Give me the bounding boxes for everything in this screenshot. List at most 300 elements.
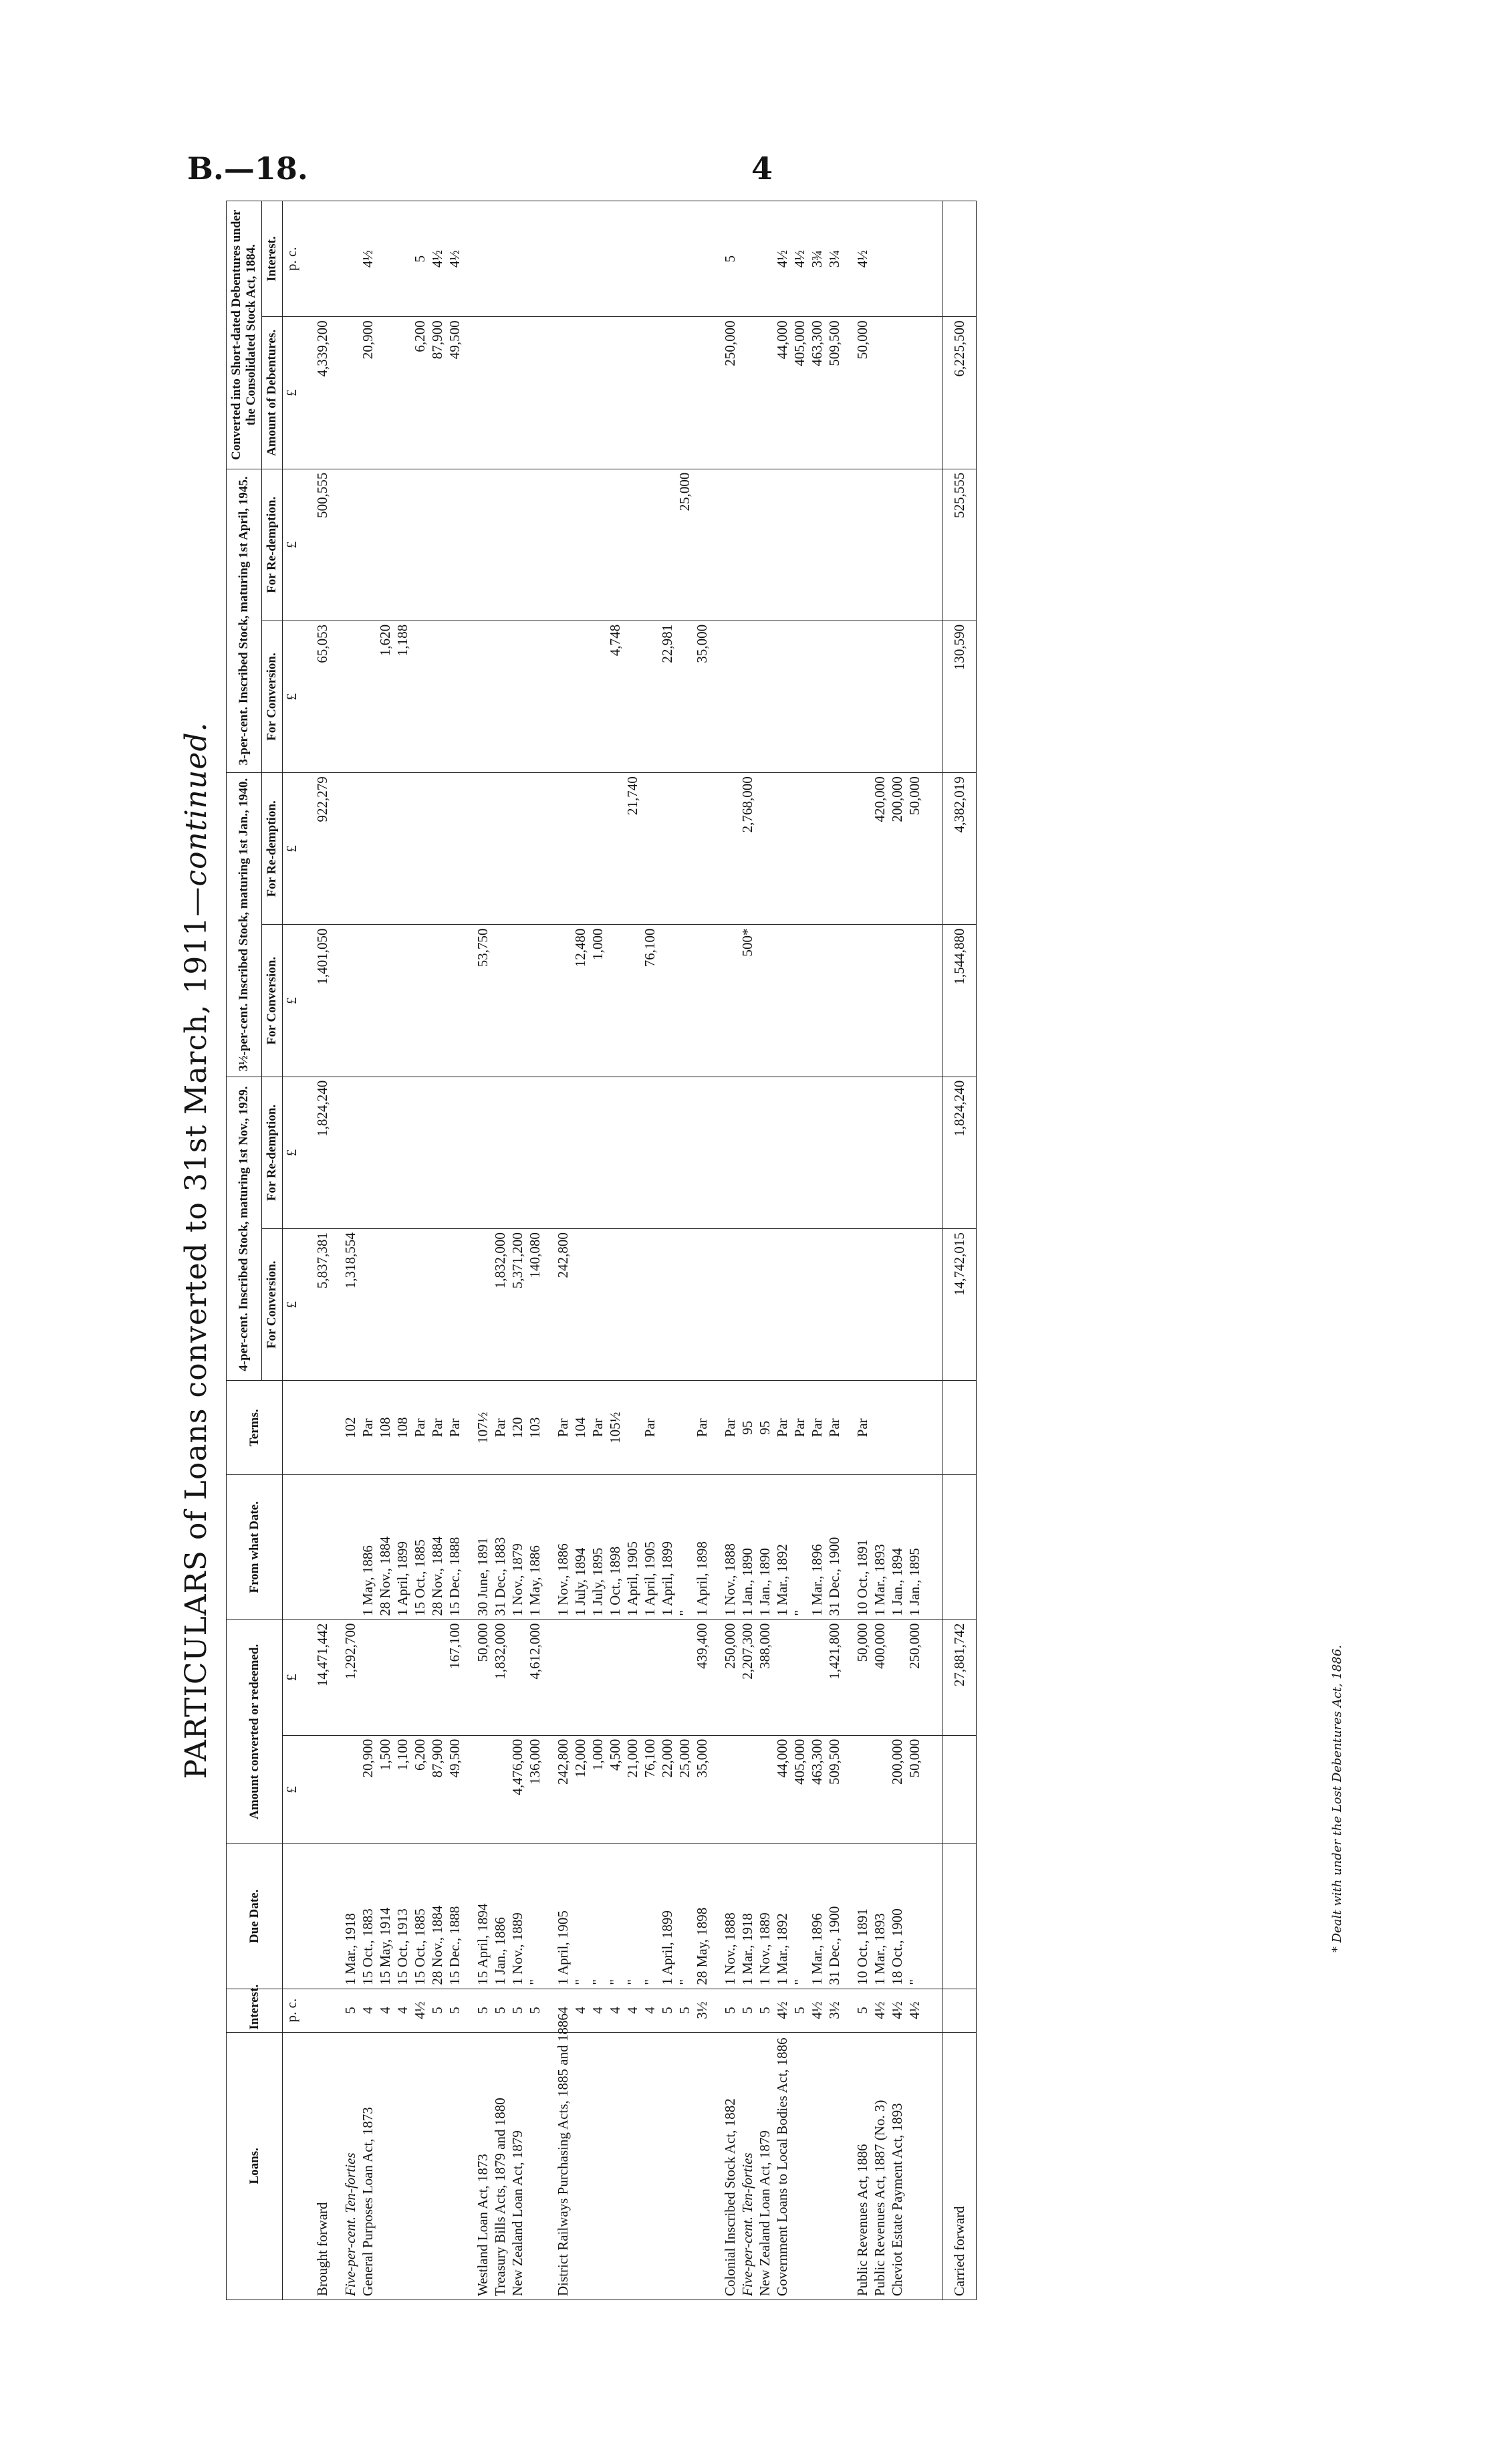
cell-c35 (756, 925, 773, 1077)
cell-sd-amt (463, 317, 491, 469)
cell-c3 (359, 621, 376, 772)
cell-amt-a: 20,900 (359, 1735, 376, 1843)
cell-c3 (711, 621, 739, 772)
cell-r4 (589, 1077, 606, 1228)
cell-interest: 5 (463, 1989, 491, 2032)
cell-from: 31 Dec., 1883 (491, 1475, 509, 1619)
cell-c3 (791, 621, 808, 772)
cell-from: 1 Mar., 1893 (871, 1475, 888, 1619)
cell-from: 15 Dec., 1888 (446, 1475, 463, 1619)
cell-c4 (624, 1229, 641, 1381)
cell-due: 1 Nov., 1889 (756, 1844, 773, 1989)
cell-c3 (641, 621, 658, 772)
cell-from: 1 Jan., 1894 (888, 1475, 906, 1619)
cell-c4 (428, 1229, 446, 1381)
cell-amt-a (739, 1735, 756, 1843)
cell-amt-b: 2,207,300 (739, 1619, 756, 1735)
table-row (871, 201, 888, 2300)
cell-sd-int (589, 201, 606, 317)
cell-sd-int (871, 201, 888, 317)
cell-loan: Five-per-cent. Ten-forties (331, 2032, 359, 2300)
cell-c35 (906, 925, 943, 1077)
cell-c4 (739, 1229, 756, 1381)
cell-sd-amt (376, 317, 394, 469)
cell-due: " (606, 1844, 624, 1989)
cell-r35 (711, 773, 739, 925)
cell-c4 (756, 1229, 773, 1381)
cell-r4 (428, 1077, 446, 1228)
cell-loan: Treasury Bills Acts, 1879 and 1880 (491, 2032, 509, 2300)
unit-pound: £ (283, 773, 301, 925)
cell-loan: Brought forward (300, 2032, 331, 2300)
cell-c3: 4,748 (606, 621, 624, 772)
cell-due: 1 April, 1899 (658, 1844, 676, 1989)
cell-r3 (331, 469, 359, 621)
cell-r35 (773, 773, 791, 925)
cell-c3 (826, 621, 843, 772)
cell-sd-amt (641, 317, 658, 469)
cell-due: 28 May, 1898 (693, 1844, 711, 1989)
cell-r3 (446, 469, 463, 621)
cell-r3 (711, 469, 739, 621)
cell-r35 (509, 773, 526, 925)
cell-sd-amt (658, 317, 676, 469)
cell-due: 1 Mar., 1896 (808, 1844, 826, 1989)
cell-sd-amt (756, 317, 773, 469)
cell-r4 (791, 1077, 808, 1228)
cell-c3 (428, 621, 446, 772)
cell-loan (906, 2032, 943, 2300)
cell-r4 (711, 1077, 739, 1228)
cell-c4: 242,800 (543, 1229, 572, 1381)
unit-pound: £ (283, 1619, 301, 1735)
cell-sd-amt: 463,300 (808, 317, 826, 469)
cell-loan: Public Revenues Act, 1886 (843, 2032, 871, 2300)
rotated-page (179, 201, 1342, 2300)
cell-interest: 4 (394, 1989, 411, 2032)
cell-sd-amt (331, 317, 359, 469)
cell-loan (572, 2032, 589, 2300)
cell-r35 (411, 773, 428, 925)
cell-terms: 104 (572, 1381, 589, 1475)
cell-c4 (446, 1229, 463, 1381)
cell-sd-int (543, 201, 572, 317)
cell-c35: 500* (739, 925, 756, 1077)
cell-r3 (791, 469, 808, 621)
cell-amt-a: 509,500 (826, 1735, 843, 1843)
cell-loan (808, 2032, 826, 2300)
cell-amt-a: 44,000 (773, 1735, 791, 1843)
cell-r35 (572, 773, 589, 925)
unit-pc: p. c. (283, 1989, 301, 2032)
cell-sd-amt: 4,339,200 (300, 317, 331, 469)
cell-amt-b: 167,100 (446, 1619, 463, 1735)
cell-interest: 5 (791, 1989, 808, 2032)
cell-from: 1 Nov., 1888 (711, 1475, 739, 1619)
cell-interest: 4½ (773, 1989, 791, 2032)
cell-amt-a (463, 1735, 491, 1843)
cell-due: 31 Dec., 1900 (826, 1844, 843, 1989)
carried-35-conversion: 1,544,880 (943, 925, 977, 1077)
cell-c35 (624, 925, 641, 1077)
cell-from: 28 Nov., 1884 (428, 1475, 446, 1619)
cell-loan (446, 2032, 463, 2300)
cell-r35 (641, 773, 658, 925)
cell-c4 (773, 1229, 791, 1381)
cell-terms: Par (826, 1381, 843, 1475)
cell-from: 1 Mar., 1892 (773, 1475, 791, 1619)
cell-terms (300, 1381, 331, 1475)
table-row (589, 201, 606, 2300)
cell-c4 (826, 1229, 843, 1381)
cell-sd-amt: 87,900 (428, 317, 446, 469)
cell-from: 1 Jan., 1890 (739, 1475, 756, 1619)
cell-c3 (773, 621, 791, 772)
cell-c4 (906, 1229, 943, 1381)
units-row (283, 201, 301, 2300)
cell-amt-a: 463,300 (808, 1735, 826, 1843)
cell-from: 1 July, 1894 (572, 1475, 589, 1619)
cell-r3 (411, 469, 428, 621)
cell-sd-int (376, 201, 394, 317)
cell-amt-b (376, 1619, 394, 1735)
cell-loan (676, 2032, 693, 2300)
table-row (808, 201, 826, 2300)
cell-c3: 22,981 (658, 621, 676, 772)
table-row (843, 201, 871, 2300)
cell-terms: Par (843, 1381, 871, 1475)
cell-due: 15 Oct., 1913 (394, 1844, 411, 1989)
cell-loan: Public Revenues Act, 1887 (No. 3) (871, 2032, 888, 2300)
table-row (711, 201, 739, 2300)
cell-sd-amt: 250,000 (711, 317, 739, 469)
cell-r3 (658, 469, 676, 621)
cell-c35 (376, 925, 394, 1077)
cell-from: 1 Jan., 1890 (756, 1475, 773, 1619)
cell-r35 (843, 773, 871, 925)
cell-sd-amt: 50,000 (843, 317, 871, 469)
cell-sd-int (509, 201, 526, 317)
cell-due (300, 1844, 331, 1989)
cell-loan (526, 2032, 543, 2300)
cell-amt-b: 50,000 (843, 1619, 871, 1735)
cell-r3 (739, 469, 756, 621)
cell-r35 (359, 773, 376, 925)
cell-r3: 500,555 (300, 469, 331, 621)
cell-c35 (676, 925, 693, 1077)
cell-c3 (843, 621, 871, 772)
cell-r35: 50,000 (906, 773, 943, 925)
cell-amt-b: 439,400 (693, 1619, 711, 1735)
cell-r3 (773, 469, 791, 621)
col-4-conversion: For Conversion. (262, 1229, 283, 1381)
cell-amt-b (808, 1619, 826, 1735)
cell-terms: Par (791, 1381, 808, 1475)
unit-pound: £ (283, 1077, 301, 1228)
cell-terms: Par (359, 1381, 376, 1475)
cell-amt-a: 35,000 (693, 1735, 711, 1843)
cell-c35 (411, 925, 428, 1077)
cell-c3 (526, 621, 543, 772)
cell-terms: Par (711, 1381, 739, 1475)
cell-c35 (491, 925, 509, 1077)
col-35-conversion: For Conversion. (262, 925, 283, 1077)
cell-from: 1 Nov., 1879 (509, 1475, 526, 1619)
cell-r35 (791, 773, 808, 925)
footnote: * Dealt with under the Lost Debentures Act, 1886. (1330, 1644, 1344, 1952)
cell-amt-a: 87,900 (428, 1735, 446, 1843)
cell-c35 (394, 925, 411, 1077)
cell-r3 (428, 469, 446, 621)
cell-loan (411, 2032, 428, 2300)
cell-c3: 65,053 (300, 621, 331, 772)
cell-r3 (756, 469, 773, 621)
cell-amt-a: 4,476,000 (509, 1735, 526, 1843)
cell-terms: Par (491, 1381, 509, 1475)
col-debentures-amount: Amount of Debentures. (262, 317, 283, 469)
cell-interest: 5 (843, 1989, 871, 2032)
carried-amount: 27,881,742 (943, 1619, 977, 1735)
cell-terms: 95 (739, 1381, 756, 1475)
cell-r4 (906, 1077, 943, 1228)
cell-amt-a: 22,000 (658, 1735, 676, 1843)
unit-pound: £ (283, 1735, 301, 1843)
cell-r3 (871, 469, 888, 621)
cell-interest: 5 (509, 1989, 526, 2032)
cell-c3 (331, 621, 359, 772)
cell-c35: 53,750 (463, 925, 491, 1077)
cell-due: 1 Mar., 1918 (739, 1844, 756, 1989)
cell-r4 (543, 1077, 572, 1228)
cell-c35: 76,100 (641, 925, 658, 1077)
cell-terms: Par (641, 1381, 658, 1475)
cell-amt-a: 12,000 (572, 1735, 589, 1843)
cell-sd-int (906, 201, 943, 317)
cell-r3 (359, 469, 376, 621)
cell-r4 (773, 1077, 791, 1228)
cell-sd-amt (888, 317, 906, 469)
table-row (411, 201, 428, 2300)
cell-sd-int (739, 201, 756, 317)
cell-due: " (676, 1844, 693, 1989)
cell-loan: Five-per-cent. Ten-forties (739, 2032, 756, 2300)
cell-c35 (606, 925, 624, 1077)
cell-c3 (871, 621, 888, 772)
cell-due: " (624, 1844, 641, 1989)
cell-from: 1 April, 1905 (641, 1475, 658, 1619)
cell-amt-a (491, 1735, 509, 1843)
unit-pound: £ (283, 469, 301, 621)
cell-due: 1 Nov., 1888 (711, 1844, 739, 1989)
cell-amt-b (773, 1619, 791, 1735)
cell-c35 (509, 925, 526, 1077)
loans-table (226, 201, 977, 2300)
cell-amt-a: 4,500 (606, 1735, 624, 1843)
table-row (359, 201, 376, 2300)
cell-r3 (808, 469, 826, 621)
cell-interest: 4 (376, 1989, 394, 2032)
cell-loan (658, 2032, 676, 2300)
table-row (543, 201, 572, 2300)
carried-4-conversion: 14,742,015 (943, 1229, 977, 1381)
cell-c3 (491, 621, 509, 772)
cell-sd-int (676, 201, 693, 317)
cell-amt-a (711, 1735, 739, 1843)
cell-c35 (658, 925, 676, 1077)
cell-due: 15 May, 1914 (376, 1844, 394, 1989)
cell-loan (624, 2032, 641, 2300)
cell-c4 (808, 1229, 826, 1381)
table-row (658, 201, 676, 2300)
cell-c35 (359, 925, 376, 1077)
cell-amt-b: 400,000 (871, 1619, 888, 1735)
cell-sd-int (624, 201, 641, 317)
cell-sd-amt: 6,200 (411, 317, 428, 469)
cell-r3 (491, 469, 509, 621)
unit-pound: £ (283, 1229, 301, 1381)
cell-interest: 4 (543, 1989, 572, 2032)
cell-r4 (739, 1077, 756, 1228)
cell-terms (676, 1381, 693, 1475)
cell-amt-b (411, 1619, 428, 1735)
cell-c3 (676, 621, 693, 772)
cell-terms: 108 (376, 1381, 394, 1475)
unit-pound: £ (283, 317, 301, 469)
cell-sd-int (526, 201, 543, 317)
cell-due: " (589, 1844, 606, 1989)
cell-r4 (463, 1077, 491, 1228)
cell-terms: 95 (756, 1381, 773, 1475)
unit-pc: p. c. (283, 201, 301, 317)
cell-interest: 5 (676, 1989, 693, 2032)
cell-sd-amt (491, 317, 509, 469)
cell-terms: 120 (509, 1381, 526, 1475)
table-row (756, 201, 773, 2300)
cell-sd-amt (871, 317, 888, 469)
col-interest: Interest. (227, 1989, 283, 2032)
cell-r3 (826, 469, 843, 621)
cell-sd-int: 4½ (359, 201, 376, 317)
cell-amt-a: 136,000 (526, 1735, 543, 1843)
cell-c35 (843, 925, 871, 1077)
cell-loan (376, 2032, 394, 2300)
cell-sd-amt (624, 317, 641, 469)
cell-interest: 4½ (411, 1989, 428, 2032)
cell-sd-amt (693, 317, 711, 469)
cell-c35 (826, 925, 843, 1077)
table-row (491, 201, 509, 2300)
cell-r3: 25,000 (676, 469, 693, 621)
cell-c4 (711, 1229, 739, 1381)
cell-c35 (871, 925, 888, 1077)
cell-due: 1 Mar., 1893 (871, 1844, 888, 1989)
cell-c35 (693, 925, 711, 1077)
cell-amt-b: 1,421,800 (826, 1619, 843, 1735)
cell-r3 (589, 469, 606, 621)
carried-3-redemption: 525,555 (943, 469, 977, 621)
cell-from: 31 Dec., 1900 (826, 1475, 843, 1619)
cell-interest (300, 1989, 331, 2032)
cell-c3: 1,188 (394, 621, 411, 772)
cell-loan: Colonial Inscribed Stock Act, 1882 (711, 2032, 739, 2300)
cell-c4 (843, 1229, 871, 1381)
col-35-redemption: For Re-demption. (262, 773, 283, 925)
cell-amt-b (888, 1619, 906, 1735)
cell-c3 (509, 621, 526, 772)
cell-r4 (756, 1077, 773, 1228)
cell-interest: 4 (572, 1989, 589, 2032)
cell-loan (791, 2032, 808, 2300)
cell-loan: Government Loans to Local Bodies Act, 1886 (773, 2032, 791, 2300)
cell-sd-amt (589, 317, 606, 469)
cell-r3 (641, 469, 658, 621)
cell-terms: Par (446, 1381, 463, 1475)
cell-amt-b: 388,000 (756, 1619, 773, 1735)
cell-amt-b (624, 1619, 641, 1735)
cell-amt-a (756, 1735, 773, 1843)
cell-amt-b (509, 1619, 526, 1735)
cell-sd-int (394, 201, 411, 317)
cell-loan (589, 2032, 606, 2300)
cell-r3 (376, 469, 394, 621)
cell-terms: 103 (526, 1381, 543, 1475)
table-row (888, 201, 906, 2300)
cell-c4 (572, 1229, 589, 1381)
cell-from: 1 May, 1886 (359, 1475, 376, 1619)
cell-terms (624, 1381, 641, 1475)
cell-r4 (359, 1077, 376, 1228)
cell-loan: Westland Loan Act, 1873 (463, 2032, 491, 2300)
cell-from (331, 1475, 359, 1619)
cell-c4 (411, 1229, 428, 1381)
cell-r35 (543, 773, 572, 925)
cell-c4 (589, 1229, 606, 1381)
cell-amt-a: 242,800 (543, 1735, 572, 1843)
cell-sd-int (491, 201, 509, 317)
group-3-per-cent: 3-per-cent. Inscribed Stock, maturing 1st April, 1945. (227, 469, 262, 773)
carried-debentures: 6,225,500 (943, 317, 977, 469)
cell-sd-amt: 49,500 (446, 317, 463, 469)
table-row (509, 201, 526, 2300)
group-4-per-cent: 4-per-cent. Inscribed Stock, maturing 1st Nov., 1929. (227, 1077, 262, 1381)
cell-loan (641, 2032, 658, 2300)
cell-c3 (411, 621, 428, 772)
cell-r4 (376, 1077, 394, 1228)
cell-r35 (394, 773, 411, 925)
cell-amt-b (676, 1619, 693, 1735)
cell-amt-a: 1,000 (589, 1735, 606, 1843)
cell-amt-b (428, 1619, 446, 1735)
cell-due: " (906, 1844, 943, 1989)
cell-sd-amt (509, 317, 526, 469)
cell-r35 (491, 773, 509, 925)
cell-sd-int: 4½ (446, 201, 463, 317)
cell-sd-int (693, 201, 711, 317)
cell-loan (606, 2032, 624, 2300)
cell-sd-int: 4½ (773, 201, 791, 317)
cell-r4 (641, 1077, 658, 1228)
cell-c4 (658, 1229, 676, 1381)
cell-r4 (658, 1077, 676, 1228)
cell-terms (658, 1381, 676, 1475)
cell-amt-b: 4,612,000 (526, 1619, 543, 1735)
cell-r35: 200,000 (888, 773, 906, 925)
cell-due: 15 April, 1894 (463, 1844, 491, 1989)
cell-r35 (428, 773, 446, 925)
col-amount: Amount converted or redeemed. (227, 1619, 283, 1844)
table-row (446, 201, 463, 2300)
cell-due: " (526, 1844, 543, 1989)
